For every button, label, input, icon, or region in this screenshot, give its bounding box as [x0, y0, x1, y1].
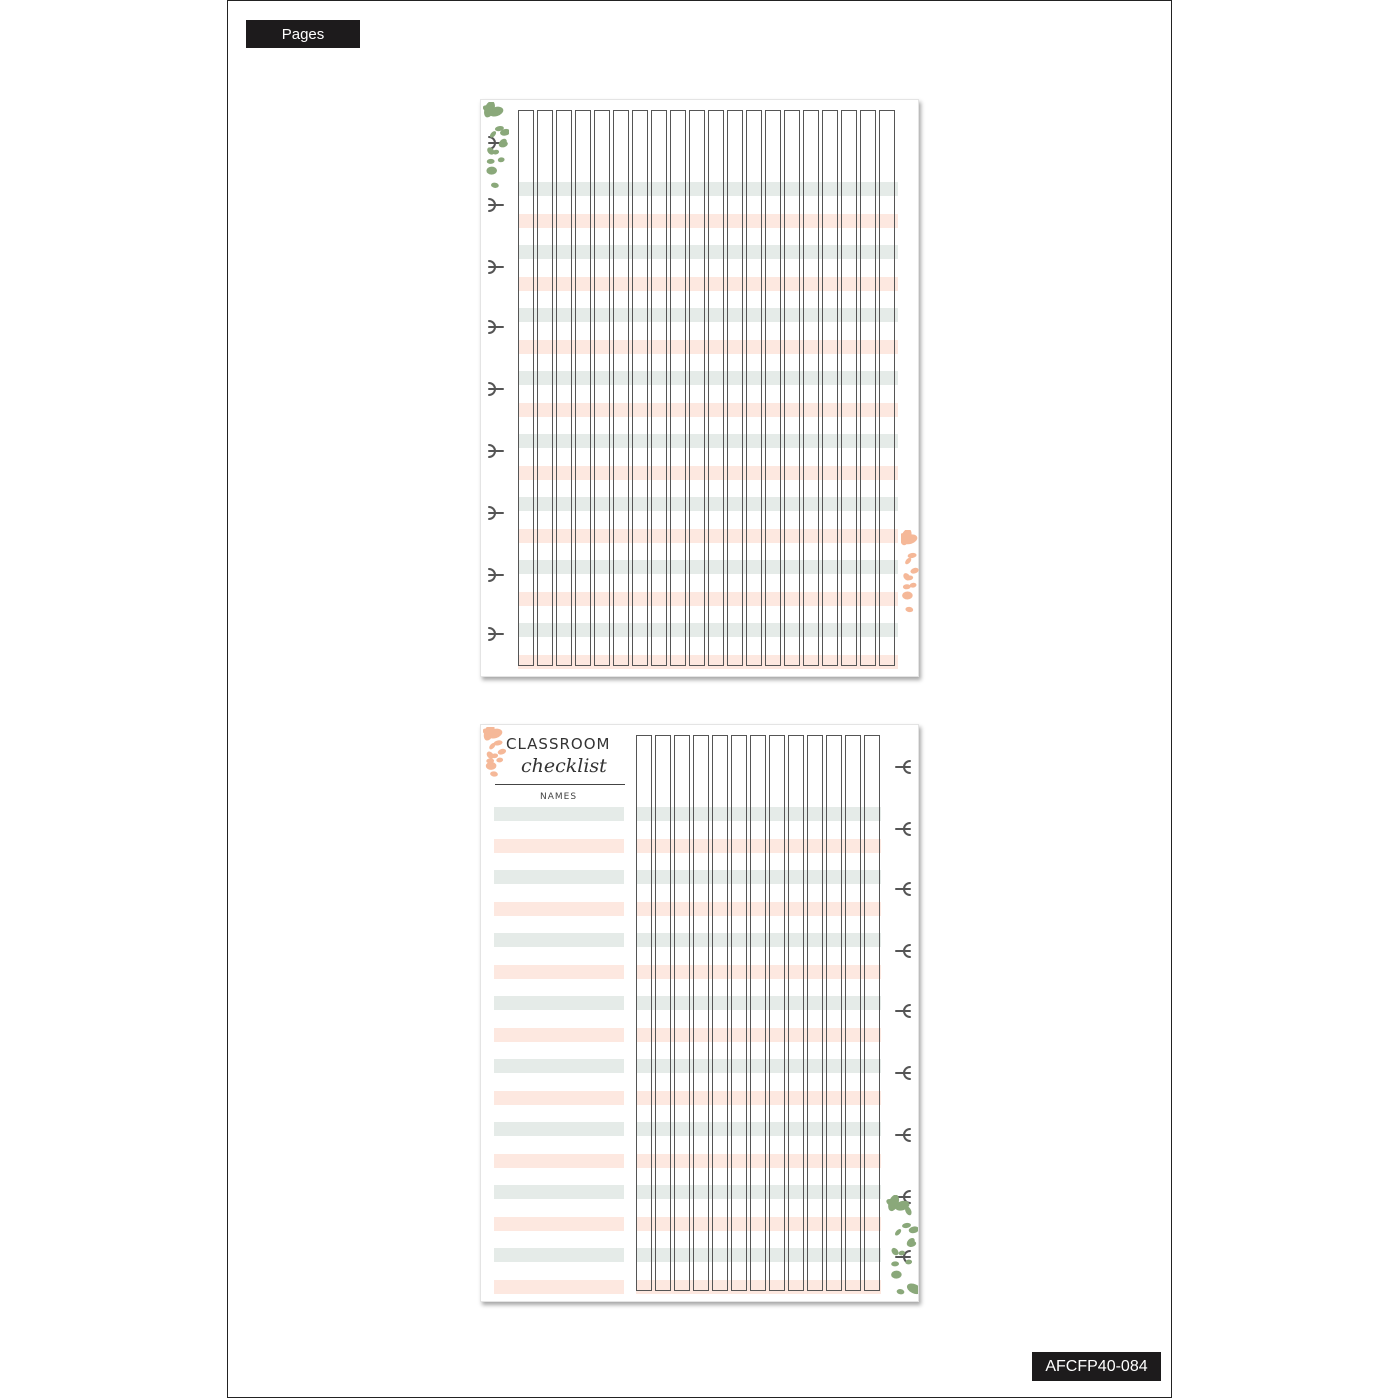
name-row-stripe [494, 1059, 624, 1073]
binder-ring-icon [894, 944, 918, 958]
pages-label [246, 20, 360, 48]
binder-ring-icon [481, 444, 505, 458]
name-row-stripe [494, 1280, 624, 1294]
checkbox-column [864, 735, 880, 1291]
name-row-stripe [494, 1028, 624, 1042]
checkbox-column [712, 735, 728, 1291]
binder-ring-icon [481, 320, 505, 334]
name-row-stripe [494, 1122, 624, 1136]
leaf-dots-decoration [886, 1195, 918, 1299]
sku-label-text: AFCFP40-084 [1045, 1357, 1148, 1375]
checkbox-column [674, 735, 690, 1291]
checkbox-column [727, 110, 743, 666]
checkbox-column [670, 110, 686, 666]
checkbox-column [784, 110, 800, 666]
peach-dots-decoration [483, 727, 507, 779]
binder-ring-icon [481, 198, 505, 212]
checkbox-column [537, 110, 553, 666]
peach-dots-decoration [901, 530, 919, 616]
checkbox-column [613, 110, 629, 666]
checkbox-column [689, 110, 705, 666]
checklist-subtitle: checklist [521, 755, 607, 777]
name-row-stripe [494, 996, 624, 1010]
name-row-stripe [494, 807, 624, 821]
checkbox-column [632, 110, 648, 666]
checkbox-column [822, 110, 838, 666]
checkbox-column [746, 110, 762, 666]
checkbox-column [807, 735, 823, 1291]
binder-ring-icon [481, 627, 505, 641]
checkbox-column [556, 110, 572, 666]
checkbox-column [769, 735, 785, 1291]
checkbox-column [655, 735, 671, 1291]
checkbox-column [826, 735, 842, 1291]
sku-label [1032, 1352, 1161, 1381]
checkbox-column [518, 110, 534, 666]
checkbox-column [788, 735, 804, 1291]
checkbox-column [594, 110, 610, 666]
planner-page-grid [480, 99, 919, 677]
checkbox-column [841, 110, 857, 666]
name-row-stripe [494, 870, 624, 884]
binder-ring-icon [481, 568, 505, 582]
binder-ring-icon [894, 1128, 918, 1142]
binder-ring-icon [481, 506, 505, 520]
checkbox-column [879, 110, 895, 666]
title-rule [495, 784, 625, 785]
binder-ring-icon [481, 382, 505, 396]
binder-ring-icon [894, 760, 918, 774]
binder-ring-icon [894, 1004, 918, 1018]
name-row-stripe [494, 965, 624, 979]
checkbox-column [750, 735, 766, 1291]
binder-ring-icon [894, 1066, 918, 1080]
name-row-stripe [494, 902, 624, 916]
checkbox-column [693, 735, 709, 1291]
name-row-stripe [494, 1185, 624, 1199]
checkbox-column [636, 735, 652, 1291]
binder-ring-icon [481, 260, 505, 274]
pages-label-text: Pages [281, 25, 325, 43]
checkbox-column [575, 110, 591, 666]
checkbox-column [860, 110, 876, 666]
name-row-stripe [494, 839, 624, 853]
leaf-dots-decoration [483, 102, 509, 192]
checkbox-column [845, 735, 861, 1291]
planner-page-classroom-checklist [480, 724, 919, 1302]
checkbox-column [708, 110, 724, 666]
binder-ring-icon [894, 822, 918, 836]
binder-ring-icon [894, 882, 918, 896]
checkbox-column [651, 110, 667, 666]
checklist-title: CLASSROOM [506, 735, 611, 753]
name-row-stripe [494, 1154, 624, 1168]
names-column-header: NAMES [540, 792, 578, 802]
name-row-stripe [494, 1217, 624, 1231]
checkbox-column [803, 110, 819, 666]
name-row-stripe [494, 933, 624, 947]
checkbox-column [765, 110, 781, 666]
name-row-stripe [494, 1248, 624, 1262]
name-row-stripe [494, 1091, 624, 1105]
checkbox-column [731, 735, 747, 1291]
